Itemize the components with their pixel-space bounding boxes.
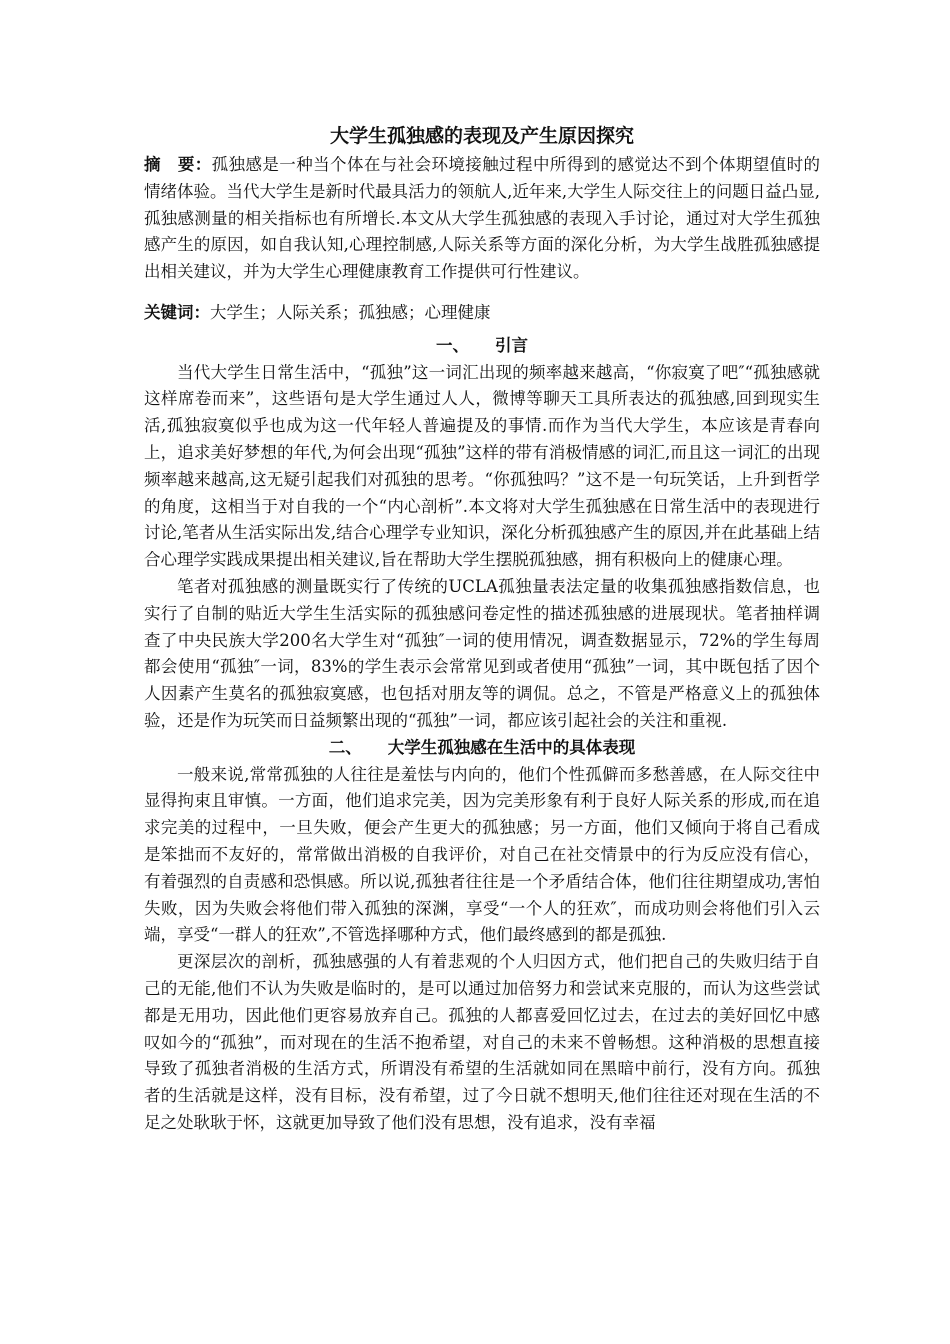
paragraph: 更深层次的剖析，孤独感强的人有着悲观的个人归因方式，他们把自己的失败归结于自己的无能,他们不认为失败是临时的，是可以通过加倍努力和尝试来克服的，而认为这些尝试都是无用功，因此他们更容易放弃自己。孤独的人都喜爱回忆过去，在过去的美好回忆中感叹如今的“孤独”，而对现在的生活不抱希望，对自己的未来不曾畅想。这种消极的思想直接导致了孤独者消极的生活方式，所谓没有希望的生活就如同在黑暗中前行，没有方向。孤独者的生活就是这样，没有目标，没有希望，过了今日就不想明天,他们往往还对现在生活的不足之处耿耿于怀，这就更加导致了他们没有思想，没有追求，没有幸福	[144, 952, 820, 1132]
abstract-label: 摘 要：	[144, 155, 212, 174]
keywords-label: 关键词：	[144, 302, 210, 322]
document-title: 大学生孤独感的表现及产生原因探究	[329, 125, 634, 147]
paragraph: 一般来说,常常孤独的人往往是羞怯与内向的，他们个性孤僻而多愁善感，在人际交往中显得拘束且审慎。一方面，他们追求完美，因为完美形象有利于良好人际关系的形成,而在追求完美的过程中，一旦失败，便会产生更大的孤独感；另一方面，他们又倾向于将自己看成是笨拙而不友好的，常常做出消极的自我评价，对自己在社交情景中的行为反应没有信心，有着强烈的自责感和恐惧感。所以说,孤独者往往是一个矛盾结合体，他们往往期望成功,害怕失败，因为失败会将他们带入孤独的深渊，享受“一个人的狂欢″，而成功则会将他们引入云端，享受“一群人的狂欢”,不管选择哪种方式，他们最终感到的都是孤独.	[144, 764, 820, 945]
section-number: 二、	[328, 737, 362, 757]
section-number: 一、	[436, 335, 469, 355]
paragraph: 当代大学生日常生活中，“孤独”这一词汇出现的频率越来越高，“你寂寞了吧″“孤独感就这样席卷而来”，这些语句是大学生通过人人，微博等聊天工具所表达的孤独感,回到现实生活,孤独寂寞似乎也成为这一代年轻人普遍提及的事情.而作为当代大学生，本应该是青春向上，追求美好梦想的年代,为何会出现“孤独”这样的带有消极情感的词汇,而且这一词汇的出现频率越来越高,这无疑引起我们对孤独的思考。“你孤独吗？”这不是一句玩笑话，上升到哲学的角度，这相当于对自我的一个“内心剖析”.本文将对大学生孤独感在日常生活中的表现进行讨论,笔者从生活实际出发,结合心理学专业知识，深化分析孤独感产生的原因,并在此基础上结合心理学实践成果提出相关建议,旨在帮助大学生摆脱孤独感，拥有积极向上的健康心理。	[144, 362, 820, 570]
abstract-text: 孤独感是一种当个体在与社会环境接触过程中所得到的感觉达不到个体期望值时的情绪体验。当代大学生是新时代最具活力的领航人,近年来,大学生人际交往上的问题日益凸显,孤独感测量的相关指标也有所增长.本文从大学生孤独感的表现入手讨论，通过对大学生孤独感产生的原因，如自我认知,心理控制感,人际关系等方面的深化分析，为大学生战胜孤独感提出相关建议，并为大学生心理健康教育工作提供可行性建议。	[144, 155, 821, 282]
paragraph: 笔者对孤独感的测量既实行了传统的UCLA孤独量表法定量的收集孤独感指数信息，也实行了自制的贴近大学生生活实际的孤独感问卷定性的描述孤独感的进展现状。笔者抽样调查了中央民族大学200名大学生对“孤独″一词的使用情况，调查数据显示，72%的学生每周都会使用“孤独″一词，83%的学生表示会常常见到或者使用“孤独”一词，其中既包括了因个人因素产生莫名的孤独寂寞感，也包括对朋友等的调侃。总之，不管是严格意义上的孤独体验，还是作为玩笑而日益频繁出现的“孤独”一词，都应该引起社会的关注和重视.	[144, 576, 820, 730]
section-title: 引言	[495, 335, 528, 355]
abstract	[144, 152, 820, 286]
keywords-text: 大学生；人际关系；孤独感；心理健康	[210, 302, 491, 322]
document-page	[144, 122, 820, 1137]
keywords	[144, 300, 820, 327]
section-heading-introduction	[144, 333, 820, 360]
section-title: 大学生孤独感在生活中的具体表现	[387, 737, 636, 757]
section-heading-manifestations	[144, 735, 820, 762]
